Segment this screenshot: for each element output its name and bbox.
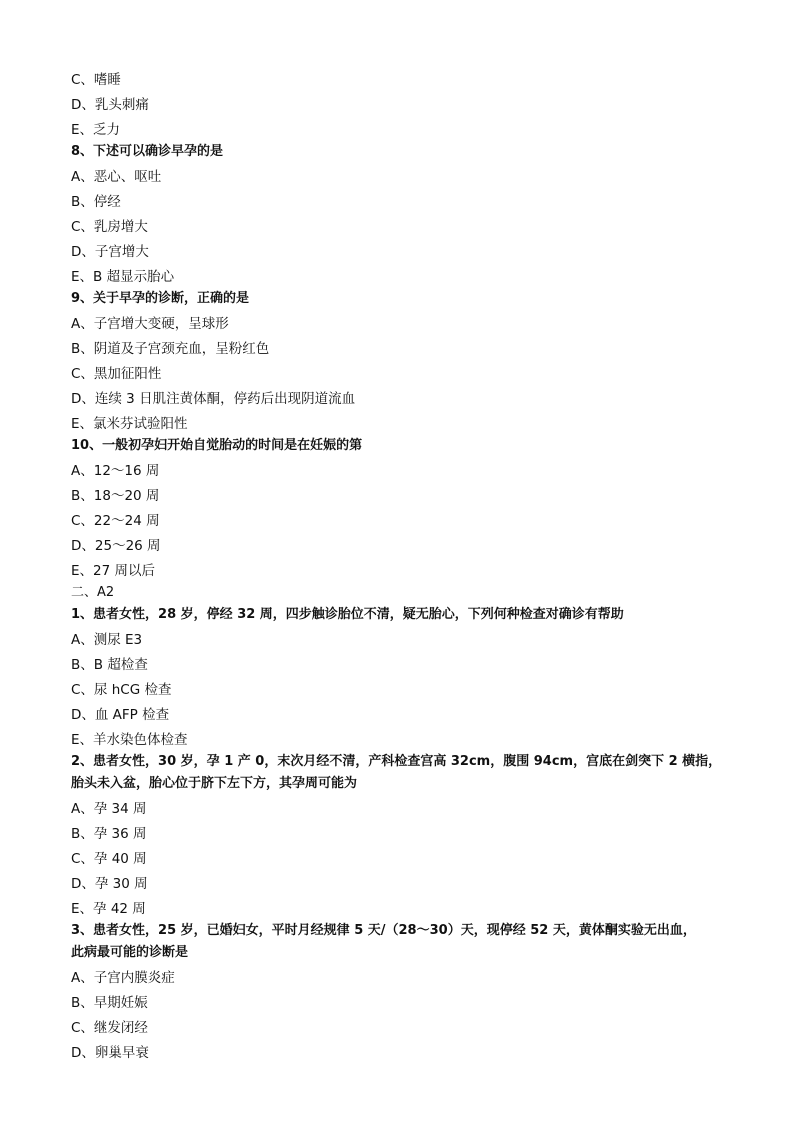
option-line: B、孕 36 周	[71, 826, 147, 842]
option-line: B、18～20 周	[71, 488, 160, 504]
option-line: B、阴道及子宫颈充血，呈粉红色	[71, 341, 270, 357]
option-line: D、卵巢早衰	[71, 1045, 149, 1061]
option-line: B、早期妊娠	[71, 995, 148, 1011]
question-line: 10、一般初孕妇开始自觉胎动的时间是在妊娠的第	[71, 438, 363, 453]
option-line: C、嗜睡	[71, 72, 121, 88]
option-line: B、停经	[71, 194, 121, 210]
question-line: 2、患者女性，30 岁，孕 1 产 0，末次月经不清，产科检查宫高 32cm，腹围 94cm，宫底在剑突下 2 横指，	[71, 754, 722, 769]
option-line: D、连续 3 日肌注黄体酮，停药后出现阴道流血	[71, 391, 356, 407]
option-line: E、27 周以后	[71, 563, 155, 579]
option-line: E、氯米芬试验阳性	[71, 416, 188, 432]
option-line: A、子宫内膜炎症	[71, 970, 175, 986]
option-line: D、子宫增大	[71, 244, 149, 260]
question-line: 8、下述可以确诊早孕的是	[71, 144, 224, 159]
option-line: C、孕 40 周	[71, 851, 147, 867]
section-heading: 二、A2	[71, 585, 115, 600]
option-line: C、22～24 周	[71, 513, 160, 529]
question-line: 3、患者女性，25 岁，已婚妇女，平时月经规律 5 天/（28～30）天，现停经 52 天，黄体酮实验无出血，	[71, 923, 696, 938]
option-line: E、孕 42 周	[71, 901, 146, 917]
option-line: D、乳头刺痛	[71, 97, 149, 113]
option-line: C、继发闭经	[71, 1020, 148, 1036]
option-line: D、血 AFP 检查	[71, 707, 170, 723]
option-line: C、尿 hCG 检查	[71, 682, 172, 698]
question-line: 9、关于早孕的诊断，正确的是	[71, 291, 250, 306]
option-line: B、B 超检查	[71, 657, 148, 673]
option-line: C、黑加征阳性	[71, 366, 162, 382]
option-line: A、12～16 周	[71, 463, 160, 479]
option-line: A、孕 34 周	[71, 801, 147, 817]
option-line: E、乏力	[71, 122, 121, 138]
question-line: 此病最可能的诊断是	[71, 945, 189, 960]
option-line: D、25～26 周	[71, 538, 161, 554]
question-line: 1、患者女性，28 岁，停经 32 周，四步触诊胎位不清，疑无胎心，下列何种检查对确诊有帮助	[71, 607, 624, 622]
option-line: A、恶心、呕吐	[71, 169, 162, 185]
option-line: E、羊水染色体检查	[71, 732, 188, 748]
option-line: D、孕 30 周	[71, 876, 148, 892]
option-line: E、B 超显示胎心	[71, 269, 175, 285]
question-line: 胎头未入盆，胎心位于脐下左下方，其孕周可能为	[71, 776, 358, 791]
option-line: A、测尿 E3	[71, 632, 143, 648]
option-line: C、乳房增大	[71, 219, 148, 235]
option-line: A、子宫增大变硬，呈球形	[71, 316, 229, 332]
